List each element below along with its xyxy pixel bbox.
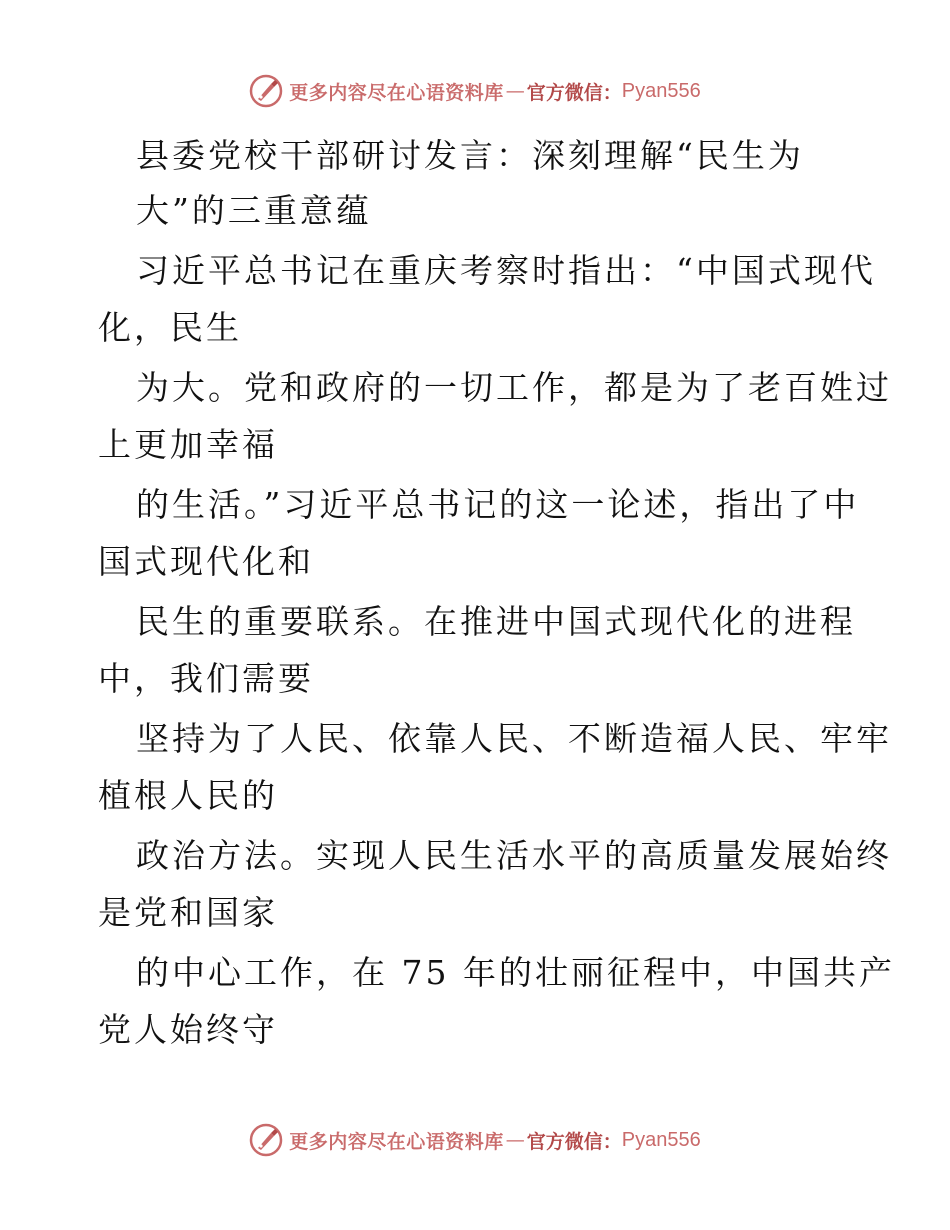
pen-nib-logo-icon xyxy=(249,1123,283,1157)
watermark-main-text: 更多内容尽在心语资料库 xyxy=(289,1130,504,1153)
text-line: 为大。党和政府的一切工作，都是为了老百姓过 xyxy=(136,368,892,407)
watermark-separator: — xyxy=(505,1129,525,1151)
text-line: 的生活。”习近平总书记的这一论述，指出了中 xyxy=(136,485,860,524)
text-line: 国式现代化和 xyxy=(98,542,314,581)
text-line: 中，我们需要 xyxy=(98,659,314,698)
text-line: 坚持为了人民、依靠人民、不断造福人民、牢牢 xyxy=(136,719,892,758)
text-line: 民生的重要联系。在推进中国式现代化的进程 xyxy=(136,602,856,641)
text-line: 植根人民的 xyxy=(98,776,278,815)
header-watermark xyxy=(0,71,950,111)
footer-watermark xyxy=(0,1120,950,1160)
title-line-1: 县委党校干部研讨发言：深刻理解“民生为 xyxy=(136,136,804,175)
watermark-wechat-id: Pyan556 xyxy=(621,79,701,102)
text-line: 的中心工作，在 75 年的壮丽征程中，中国共产 xyxy=(136,953,895,992)
text-line: 习近平总书记在重庆考察时指出：“中国式现代 xyxy=(136,251,876,290)
text-line: 上更加幸福 xyxy=(98,425,278,464)
text-line: 政治方法。实现人民生活水平的高质量发展始终 xyxy=(136,836,892,875)
title-line-2: 大”的三重意蕴 xyxy=(136,191,372,230)
watermark-tail-text: 官方微信： xyxy=(526,81,622,104)
watermark-wechat-id: Pyan556 xyxy=(621,1128,701,1151)
text-line: 是党和国家 xyxy=(98,893,278,932)
pen-nib-logo-icon xyxy=(249,74,283,108)
watermark-main-text: 更多内容尽在心语资料库 xyxy=(289,81,504,104)
watermark-separator: — xyxy=(505,80,525,102)
text-line: 化，民生 xyxy=(98,308,242,347)
text-line: 党人始终守 xyxy=(98,1010,278,1049)
watermark-tail-text: 官方微信： xyxy=(526,1130,622,1153)
